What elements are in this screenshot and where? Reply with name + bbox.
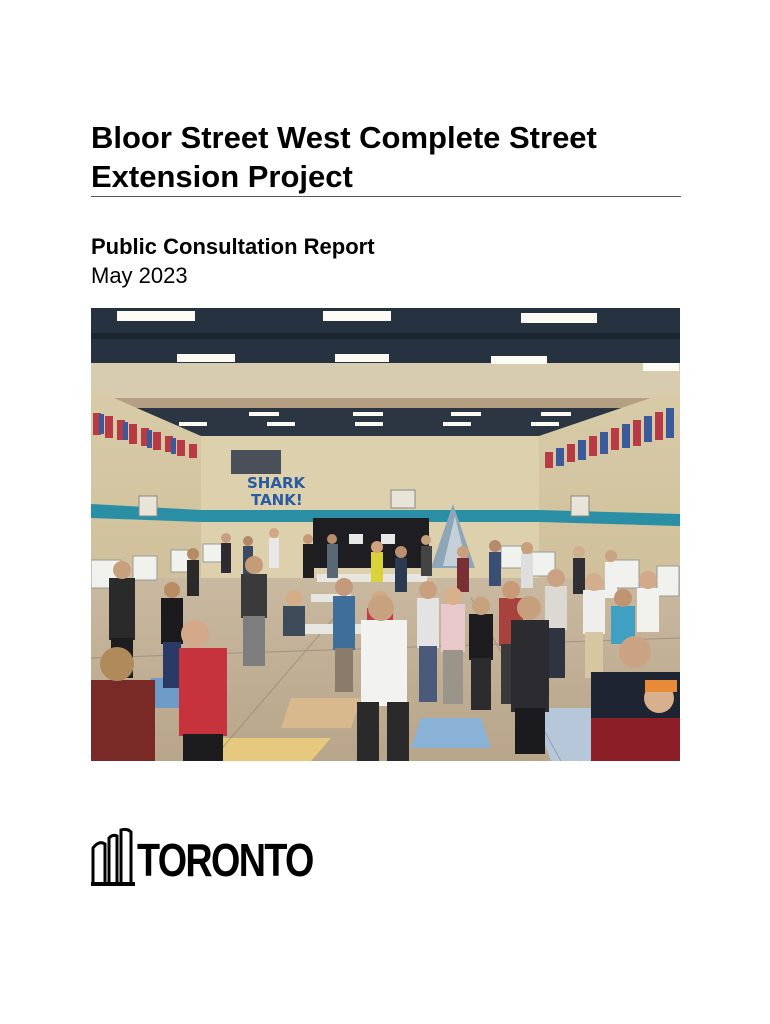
city-hall-icon [91,826,135,888]
report-date: May 2023 [91,263,188,288]
report-subtitle: Public Consultation Report [91,234,375,259]
toronto-logo [91,826,313,888]
title-line-2: Extension Project [91,159,353,194]
toronto-wordmark: TORONTO [137,834,313,886]
wall-sign-line1: SHARK [247,474,306,492]
cover-photo [91,308,680,761]
document-title [91,118,681,196]
wall-sign-line2: TANK! [251,491,303,509]
title-divider [91,196,681,197]
title-line-1: Bloor Street West Complete Street [91,120,597,155]
